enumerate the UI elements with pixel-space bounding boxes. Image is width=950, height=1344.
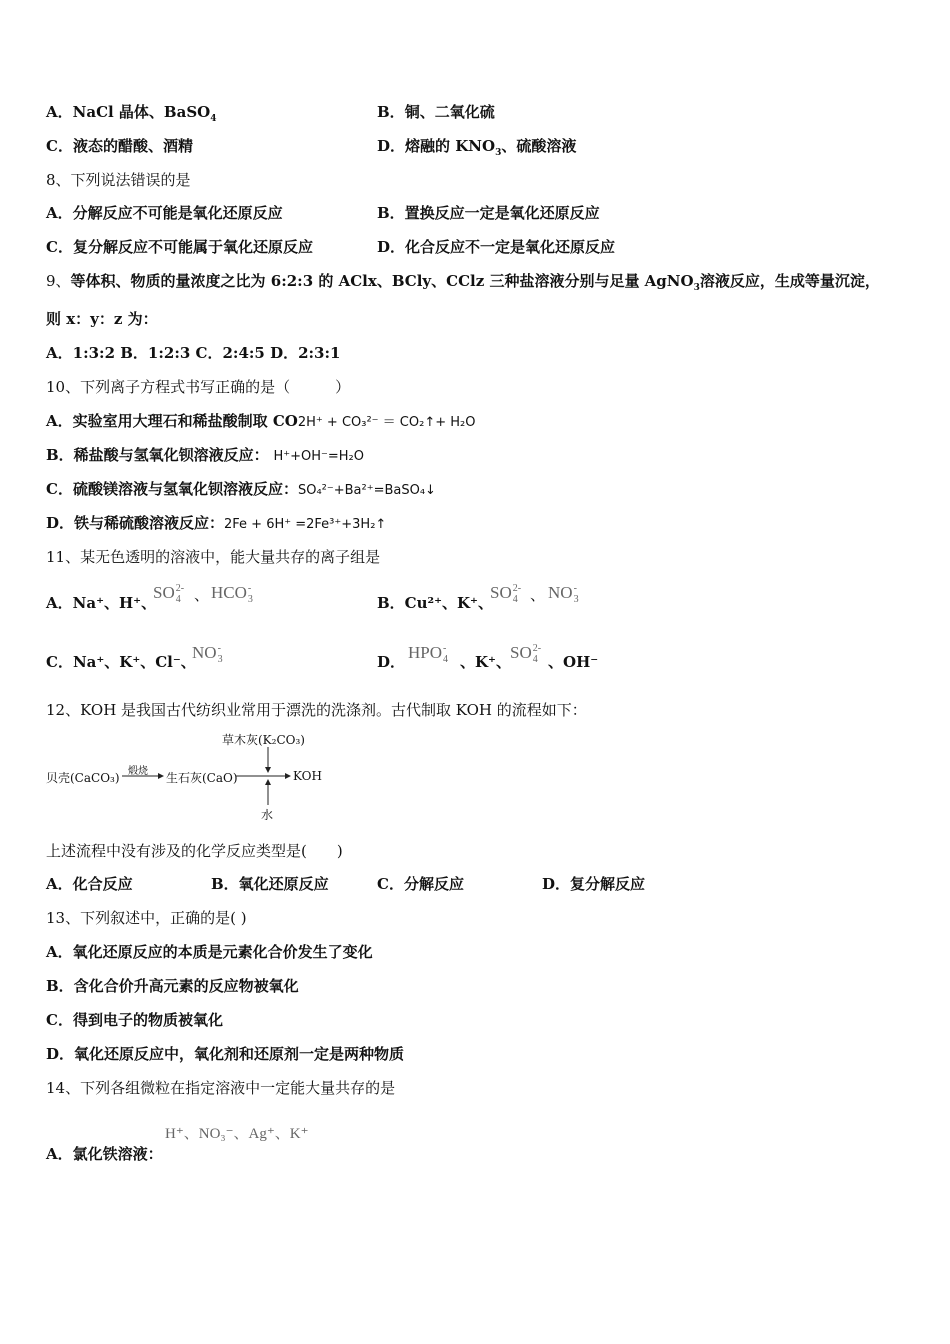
q13-option-c: C．得到电子的物质被氧化 (46, 1011, 223, 1029)
q12-question: 上述流程中没有涉及的化学反应类型是( ) (46, 842, 343, 860)
q7-option-c: C．液态的醋酸、酒精 (46, 137, 193, 155)
q13-option-b: B．含化合价升高元素的反应物被氧化 (46, 977, 299, 995)
q12-option-d: D．复分解反应 (542, 875, 646, 893)
q10-option-a: A．实验室用大理石和稀盐酸制取 CO2H⁺ + CO₃²⁻ ＝ CO₂↑+ H₂O (46, 412, 476, 430)
q11-a-ion-so4: SO 2- 4 (153, 582, 185, 605)
q11-option-d-mid: 、K⁺、 (460, 653, 511, 671)
flow-mid-label: 生石灰(CaO) (166, 771, 238, 785)
q12-flow-diagram (46, 728, 346, 828)
flow-end-label: KOH (293, 769, 322, 783)
q11-b-sep: 、 (530, 588, 546, 604)
q11-a-ion-hco3: HCO - 3 (211, 582, 253, 605)
q8-option-b: B．置换反应一定是氧化还原反应 (377, 204, 600, 222)
q9-stem: 9、等体积、物质的量浓度之比为 6:2:3 的 AClx、BCly、CClz 三种盐溶液分别与足量 AgNO$_3$溶液反应，生成等量沉淀， (46, 272, 880, 293)
q11-option-d-end: 、OH⁻ (548, 653, 599, 671)
q13-stem: 13、下列叙述中，正确的是( ) (46, 909, 247, 927)
flow-start-label: 贝壳(CaCO₃) (46, 771, 120, 785)
q10-stem: 10、下列离子方程式书写正确的是（ ） (46, 378, 351, 396)
flow-top-label: 草木灰(K₂CO₃) (222, 733, 305, 747)
q11-b-ion-no3: NO - 3 (548, 582, 579, 605)
q11-b-ion-so4: SO 2- 4 (490, 582, 522, 605)
q11-stem: 11、某无色透明的溶液中，能大量共存的离子组是 (46, 548, 381, 566)
q13-option-d: D．氧化还原反应中，氧化剂和还原剂一定是两种物质 (46, 1045, 405, 1063)
q14-option-a: A．氯化铁溶液： (46, 1145, 163, 1163)
q9-stem-line2: 则 x：y：z 为： (46, 310, 158, 328)
q11-option-c: C．Na⁺、K⁺、Cl⁻、 (46, 653, 196, 671)
q8-option-a: A．分解反应不可能是氧化还原反应 (46, 204, 283, 222)
q11-option-b: B．Cu²⁺、K⁺、 (377, 594, 493, 612)
q11-option-d-label: D． (377, 653, 406, 671)
q11-option-a: A．Na⁺、H⁺、 (46, 594, 157, 612)
q9-options: A．1:3:2 B．1:2:3 C．2:4:5 D．2:3:1 (46, 344, 341, 362)
q11-a-sep: 、 (194, 588, 210, 604)
q7-option-b: B．铜、二氧化硫 (377, 103, 495, 121)
q11-d-ion-so4: SO 2- 4 (510, 642, 542, 665)
q11-c-ion-no3: NO - 3 (192, 642, 223, 665)
q12-option-c: C．分解反应 (377, 875, 464, 893)
q7-option-a: A．NaCl 晶体、BaSO$_4$ (46, 103, 217, 124)
q11-d-ion-hpo4: HPO - 4 (408, 642, 449, 665)
flow-bottom-label: 水 (261, 808, 274, 822)
q8-stem: 8、下列说法错误的是 (46, 171, 191, 189)
q7-option-d: D．熔融的 $KNO_3$、硫酸溶液 (377, 137, 577, 158)
q13-option-a: A．氧化还原反应的本质是元素化合价发生了变化 (46, 943, 373, 961)
q14-a-ions: H⁺、NO₃⁻、Ag⁺、K⁺ (165, 1126, 309, 1142)
q12-stem: 12、KOH 是我国古代纺织业常用于漂洗的洗涤剂。古代制取 KOH 的流程如下： (46, 701, 587, 719)
q8-option-c: C．复分解反应不可能属于氧化还原反应 (46, 238, 313, 256)
flow-arrows (46, 728, 346, 828)
q12-option-b: B．氧化还原反应 (211, 875, 329, 893)
q8-option-d: D．化合反应不一定是氧化还原反应 (377, 238, 616, 256)
q10-option-c: C．硫酸镁溶液与氢氧化钡溶液反应：SO₄²⁻+Ba²⁺=BaSO₄↓ (46, 480, 436, 498)
flow-arrow-label: 煅烧 (128, 766, 148, 777)
q10-option-b: B．稀盐酸与氢氧化钡溶液反应： H⁺+OH⁻=H₂O (46, 446, 364, 464)
q10-option-d: D．铁与稀硫酸溶液反应：2Fe + 6H⁺ =2Fe³⁺+3H₂↑ (46, 514, 387, 532)
q14-stem: 14、下列各组微粒在指定溶液中一定能大量共存的是 (46, 1079, 396, 1097)
q12-option-a: A．化合反应 (46, 875, 133, 893)
